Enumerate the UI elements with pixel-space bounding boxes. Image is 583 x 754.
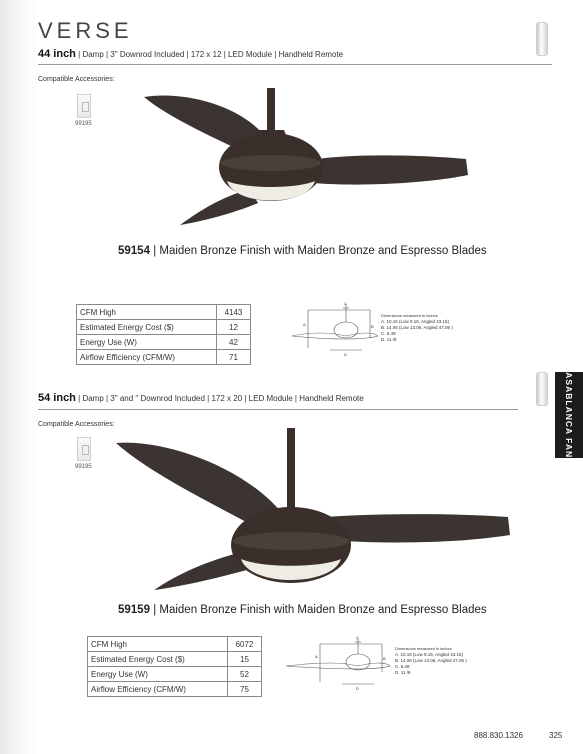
fan1-divider [38,64,552,65]
fan2-specs: | Damp | 3" and " Downrod Included | 172 x 20 | LED Module | Handheld Remote [78,394,364,403]
fan1-size: 44 inch [38,48,76,60]
fan2-dim-letter-c: C [356,635,359,640]
table-label: Airflow Efficiency (CFM/W) [77,350,217,365]
fan2-spec-line [38,392,364,404]
fan2-compatible-label: Compatible Accessories: [38,421,115,428]
table-value: 15 [227,652,261,667]
fan1-spec-line [38,48,343,60]
fan2-dim-heading: Dimensions measured in inches [395,646,452,651]
table-value: 71 [216,350,250,365]
table-label: Energy Use (W) [88,667,228,682]
fan2-model-number: 59159 [118,604,150,616]
page-title: VERSE [38,18,133,43]
fan1-product-image [140,85,470,235]
fan1-dimension-notes [381,313,453,343]
fan2-size: 54 inch [38,392,76,404]
brand-side-tab-label: CASABLANCA FANS [564,365,574,465]
fan2-dim-d: D. 11 /9 [395,670,411,675]
fan2-dimension-notes [395,646,467,676]
table-row [88,652,262,667]
footer-phone: 888.830.1326 [474,731,523,740]
fan2-dimension-diagram [282,632,392,692]
fan1-dim-letter-b: B [371,324,374,329]
fan1-dimension-diagram [270,298,380,358]
fan1-compatible-label: Compatible Accessories: [38,76,115,83]
brand-side-tab [555,365,583,465]
fan1-specs: | Damp | 3" Downrod Included | 172 x 12 | LED Module | Handheld Remote [78,50,344,59]
fan2-spec-table [87,636,262,697]
table-row [77,350,251,365]
table-value: 6072 [227,637,261,652]
fan2-dim-c: C. 6.49 [395,664,410,669]
fan1-dim-letter-a: A [303,322,306,327]
table-row [88,637,262,652]
table-value: 52 [227,667,261,682]
fan2-model-desc: | Maiden Bronze Finish with Maiden Bronze and Espresso Blades [153,604,487,616]
fan1-dim-heading: Dimensions measured in inches [381,313,438,318]
fan1-dim-d: D. 11 /9 [381,337,397,342]
table-label: CFM High [88,637,228,652]
fan2-divider [38,409,518,410]
fan2-wall-control-image [77,437,91,461]
fan2-dim-a: A. 10.15 (Low 9.15, Angled 43.15) [395,652,464,657]
fan1-accessory-code: 99195 [75,121,92,127]
fan2-product-image [112,425,512,595]
light-kit-cylinder-image-2 [536,372,548,406]
fan1-dim-c: C. 6.49 [381,331,396,336]
page-number: 325 [549,731,563,740]
light-kit-cylinder-image [536,22,548,56]
fan2-dim-letter-d: D [356,686,359,691]
table-row [88,682,262,697]
fan1-model-number: 59154 [118,245,150,257]
fan2-dim-letter-a: A [315,654,318,659]
table-row [77,335,251,350]
fan1-dim-letter-c: C [344,301,347,306]
table-value: 12 [216,320,250,335]
table-row [77,320,251,335]
fan1-dim-a: A. 10.15 (Low 9.15, Angled 43.15) [381,319,450,324]
table-value: 75 [227,682,261,697]
fan1-model-desc: | Maiden Bronze Finish with Maiden Bronze and Espresso Blades [153,245,487,257]
table-label: Estimated Energy Cost ($) [77,320,217,335]
fan2-dim-letter-b: B [383,656,386,661]
fan1-dim-b: B. 14.06 (Low 13.06, Angled 47.06 ) [381,325,453,330]
fan1-spec-table [76,304,251,365]
fan2-model-line [118,604,487,616]
table-row [77,305,251,320]
fan2-dim-b: B. 14.06 (Low 13.06, Angled 47.06 ) [395,658,467,663]
fan1-wall-control-image [77,94,91,118]
table-row [88,667,262,682]
table-value: 42 [216,335,250,350]
fan2-accessory-code: 99195 [75,464,92,470]
table-label: Energy Use (W) [77,335,217,350]
table-label: Airflow Efficiency (CFM/W) [88,682,228,697]
table-label: CFM High [77,305,217,320]
fan1-dim-letter-d: D [344,352,347,357]
fan1-model-line [118,245,487,257]
table-label: Estimated Energy Cost ($) [88,652,228,667]
table-value: 4143 [216,305,250,320]
